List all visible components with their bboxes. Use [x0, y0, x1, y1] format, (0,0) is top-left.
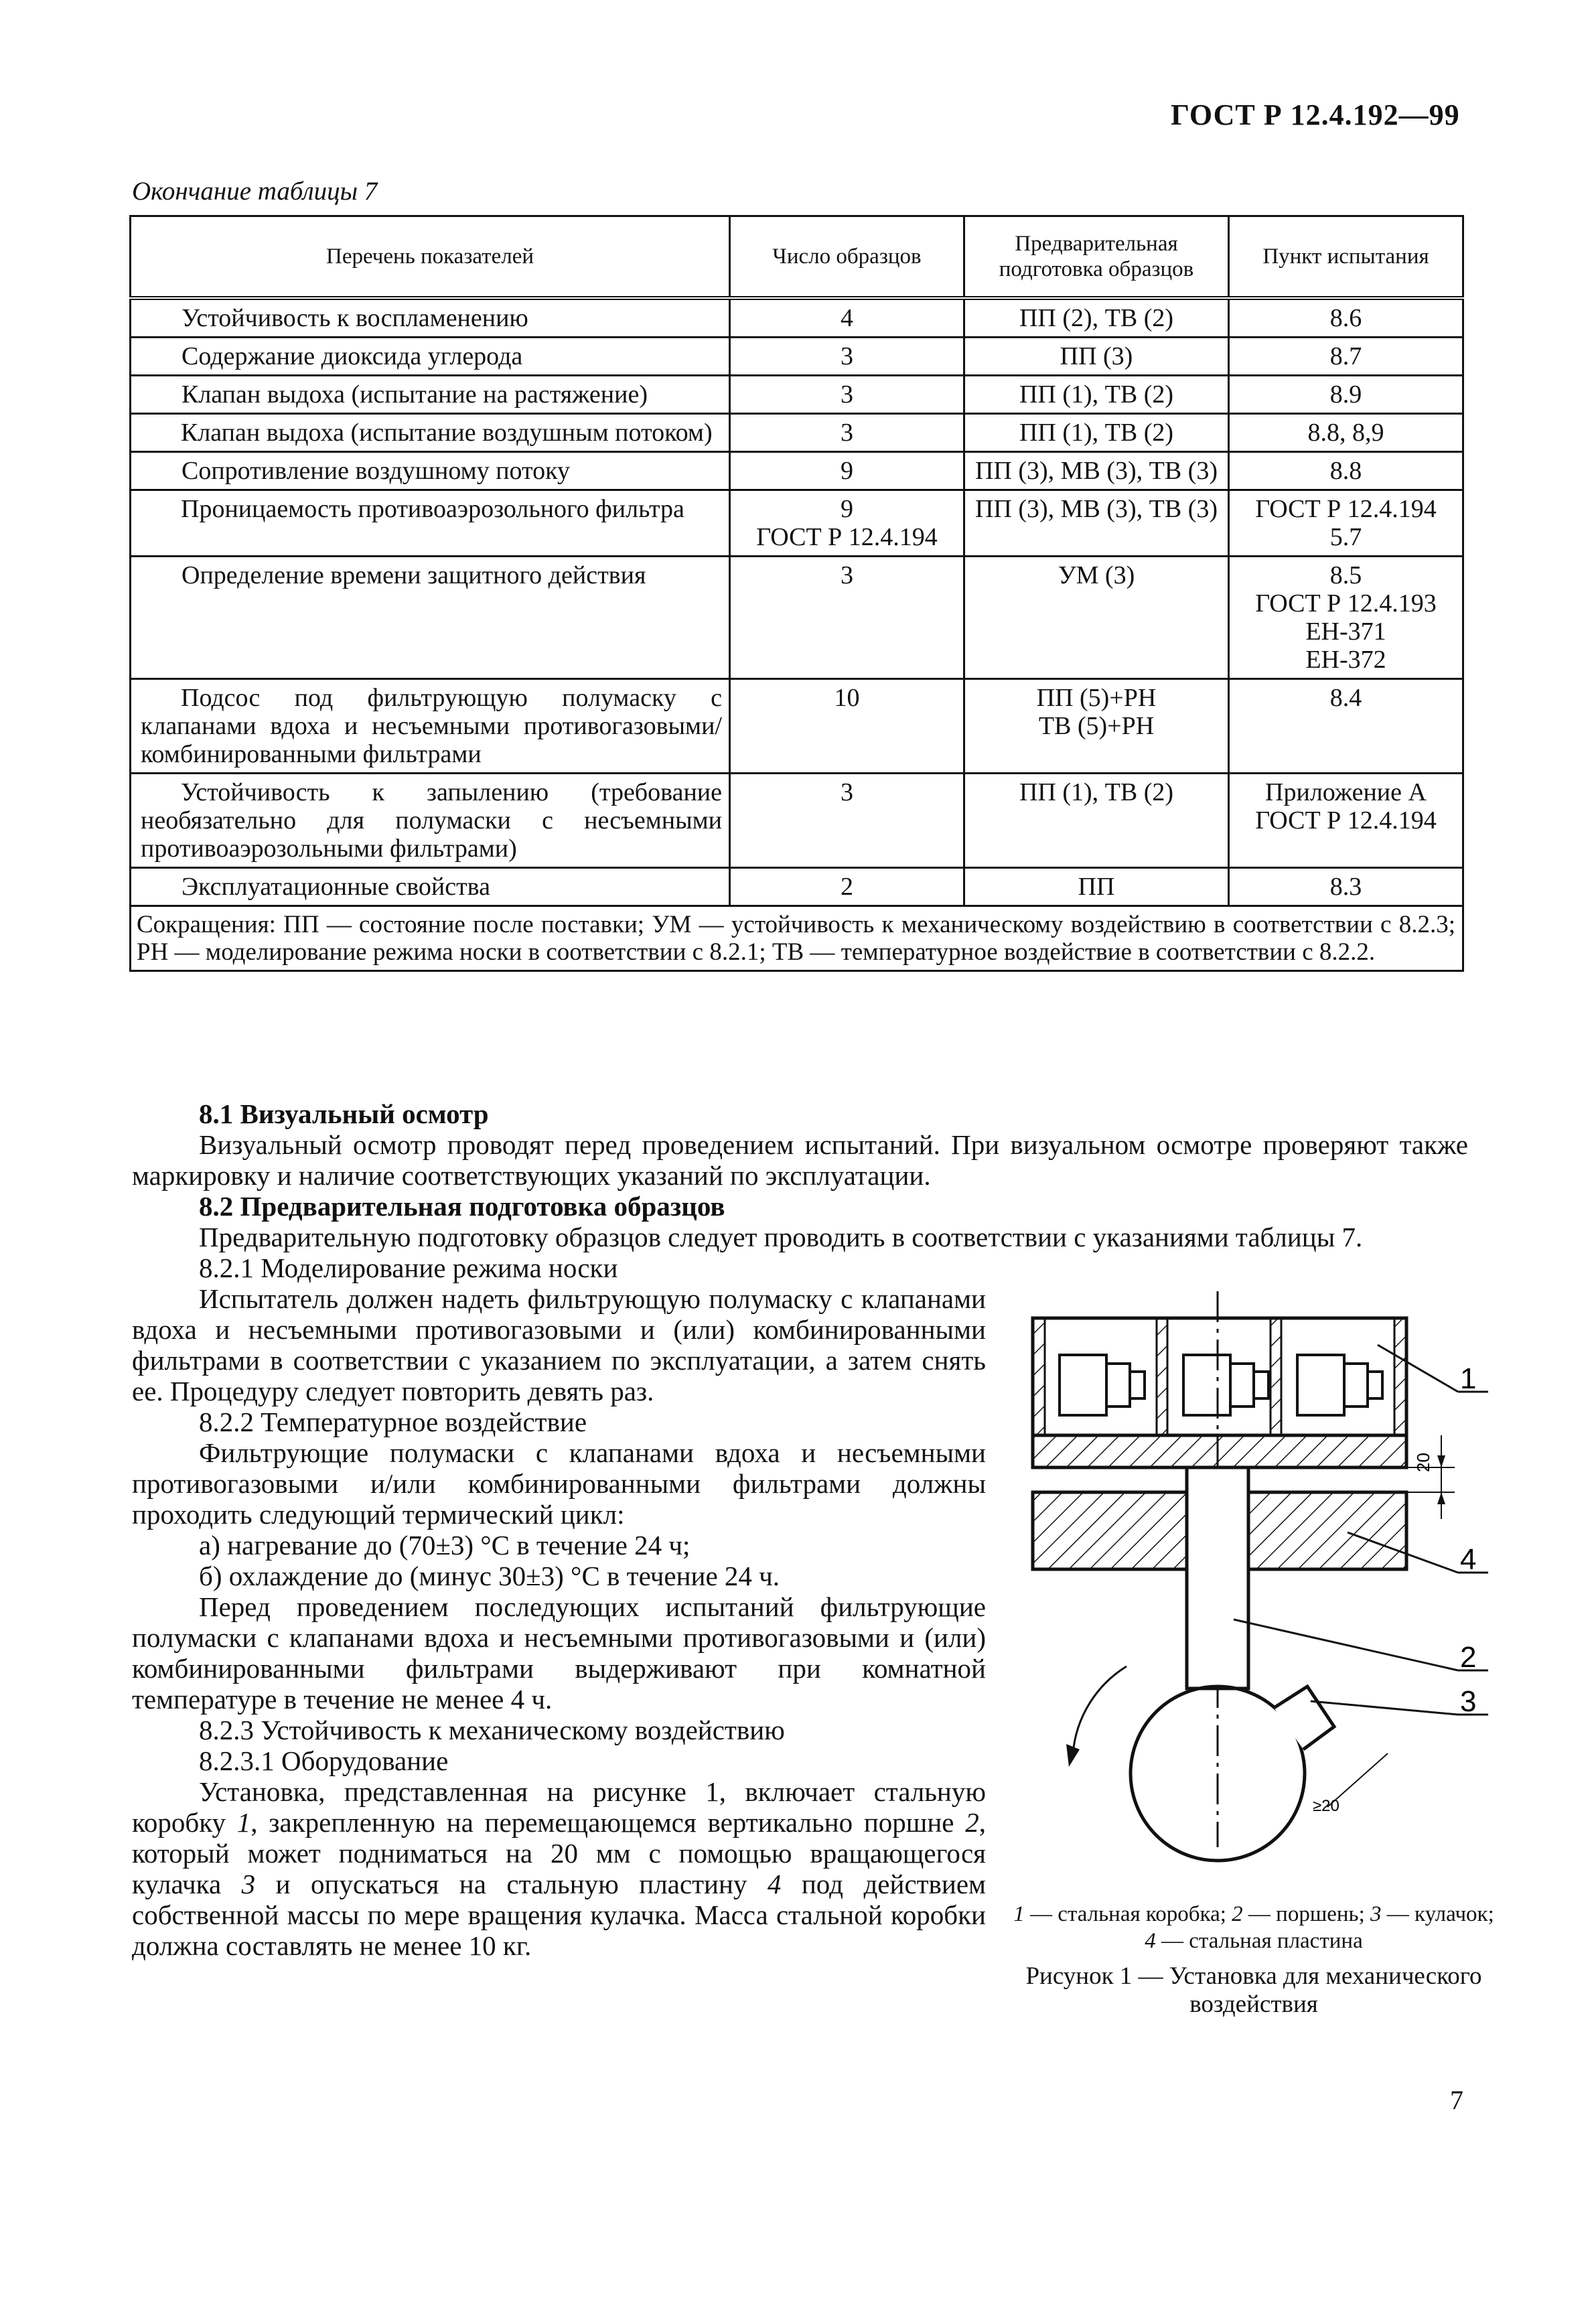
cell-count: 3 [730, 774, 964, 868]
table-header-row [131, 216, 1463, 299]
cell-indicator: Сопротивление воздушному потоку [131, 452, 730, 490]
cell-count: 4 [730, 298, 964, 338]
label-4: 4 [1460, 1543, 1477, 1576]
table-row [131, 868, 1463, 906]
cell-prep: ПП (3), МВ (3), ТВ (3) [964, 490, 1229, 557]
cell-clause: 8.8 [1229, 452, 1463, 490]
figure-1-title: Рисунок 1 — Установка для механического воздействия [1025, 1962, 1482, 2018]
cell-count: 9 ГОСТ Р 12.4.194 [730, 490, 964, 557]
label-2: 2 [1460, 1641, 1477, 1674]
col-header-count: Число образцов [730, 216, 964, 299]
heading-8-2: 8.2 Предварительная подготовка образцов [199, 1191, 725, 1222]
cell-count: 9 [730, 452, 964, 490]
table-row [131, 557, 1463, 679]
table-continuation-label: Окончание таблицы 7 [132, 177, 378, 206]
cell-clause: ГОСТ Р 12.4.194 5.7 [1229, 490, 1463, 557]
cell-clause: 8.3 [1229, 868, 1463, 906]
cell-indicator: Проницаемость противоаэрозольного фильтра [131, 490, 730, 557]
figure-1-apparatus [1013, 1291, 1495, 1894]
cell-indicator: Устойчивость к запылению (требование необязательно для полумаски с несъемными противоаэрозольными фильтрами) [131, 774, 730, 868]
cell-indicator: Подсос под фильтрующую полумаску с клапанами вдоха и несъемными противогазовыми/комбинированными фильтрами [131, 679, 730, 774]
cell-prep: ПП (5)+РН ТВ (5)+РН [964, 679, 1229, 774]
cell-count: 3 [730, 338, 964, 376]
heading-8-2-1: 8.2.1 Моделирование режима носки [199, 1252, 618, 1283]
paragraph-8-2-2-b: Перед проведением последующих испытаний фильтрующие полумаски с клапанами вдоха и несъемными противогазовыми и (или) комбинированными фильтрами выдерживают при комнатной температуре в течение не менее 4 ч. [132, 1591, 986, 1715]
cell-clause: 8.8, 8,9 [1229, 414, 1463, 452]
steel-box [1033, 1318, 1406, 1467]
cell-count: 2 [730, 868, 964, 906]
heading-8-2-3-1: 8.2.3.1 Оборудование [199, 1745, 449, 1776]
cell-clause: 8.7 [1229, 338, 1463, 376]
table-row [131, 376, 1463, 414]
cell-prep: ПП [964, 868, 1229, 906]
cell-prep: ПП (1), ТВ (2) [964, 376, 1229, 414]
cell-indicator: Устойчивость к воспламенению [131, 298, 730, 338]
cell-prep: УМ (3) [964, 557, 1229, 679]
cell-prep: ПП (1), ТВ (2) [964, 414, 1229, 452]
cell-clause: Приложение А ГОСТ Р 12.4.194 [1229, 774, 1463, 868]
heading-8-2-2: 8.2.2 Температурное воздействие [199, 1406, 587, 1437]
cell-indicator: Содержание диоксида углерода [131, 338, 730, 376]
dimension-ge20: ≥20 [1313, 1797, 1339, 1815]
label-1: 1 [1460, 1362, 1477, 1395]
cell-indicator: Определение времени защитного действия [131, 557, 730, 679]
table-row [131, 452, 1463, 490]
cell-clause: 8.5 ГОСТ Р 12.4.193 ЕН-371 ЕН-372 [1229, 557, 1463, 679]
item-a: а) нагревание до (70±3) °С в течение 24 ч; [199, 1530, 691, 1561]
cell-prep: ПП (3), МВ (3), ТВ (3) [964, 452, 1229, 490]
table-row [131, 679, 1463, 774]
figure-1-legend: 1 — стальная коробка; 2 — поршень; 3 — кулачок; 4 — стальная пластина [1013, 1902, 1494, 1953]
cell-count: 10 [730, 679, 964, 774]
table-7 [129, 215, 1464, 972]
dimension-20: 20 [1413, 1453, 1433, 1472]
cell-indicator: Клапан выдоха (испытание на растяжение) [131, 376, 730, 414]
table-row [131, 414, 1463, 452]
table-row [131, 490, 1463, 557]
left-column-text [132, 1283, 986, 1961]
cell-indicator: Эксплуатационные свойства [131, 868, 730, 906]
cell-prep: ПП (2), ТВ (2) [964, 298, 1229, 338]
col-header-clause: Пункт испытания [1229, 216, 1463, 299]
col-header-indicator: Перечень показателей [131, 216, 730, 299]
cell-count: 3 [730, 376, 964, 414]
paragraph-8-1: Визуальный осмотр проводят перед проведением испытаний. При визуальном осмотре проверяют также маркировку и наличие соответствующих указаний по эксплуатации. [132, 1129, 1468, 1191]
rotation-arrow [1073, 1666, 1127, 1753]
cell-indicator: Клапан выдоха (испытание воздушным потоком) [131, 414, 730, 452]
cell-clause: 8.9 [1229, 376, 1463, 414]
paragraph-8-2: Предварительную подготовку образцов следует проводить в соответствии с указаниями таблицы 7. [199, 1222, 1363, 1252]
col-header-prep: Предварительная подготовка образцов [964, 216, 1229, 299]
paragraph-8-2-3-1: Установка, представленная на рисунке 1, включает стальную коробку 1, закрепленную на перемещающемся вертикально поршне 2, который может подниматься на 20 мм с помощью вращающегося кулачка 3 и опускаться на стальную пластину 4 под действием собственной массы по мере вращения кулачка. Масса стальной коробки должна составлять не менее 10 кг. [132, 1776, 986, 1961]
cell-clause: 8.6 [1229, 298, 1463, 338]
table-note: Сокращения: ПП — состояние после поставки; УМ — устойчивость к механическому воздействию в соответствии с 8.2.3; РН — моделирование режима носки в соответствии с 8.2.1; ТВ — температурное воздействие в соответствии с 8.2.2. [131, 906, 1463, 971]
table-row [131, 338, 1463, 376]
cell-clause: 8.4 [1229, 679, 1463, 774]
section-8-1-2 [132, 1098, 1468, 1283]
cell-prep: ПП (3) [964, 338, 1229, 376]
cam [1131, 1686, 1334, 1861]
cell-count: 3 [730, 414, 964, 452]
piston [1187, 1467, 1248, 1688]
table-note-row [131, 906, 1463, 971]
cell-count: 3 [730, 557, 964, 679]
label-3: 3 [1460, 1685, 1477, 1718]
heading-8-1: 8.1 Визуальный осмотр [199, 1098, 489, 1129]
page-number: 7 [1450, 2085, 1463, 2115]
table-row [131, 298, 1463, 338]
table-row [131, 774, 1463, 868]
paragraph-8-2-2: Фильтрующие полумаски с клапанами вдоха и несъемными противогазовыми и/или комбинированными фильтрами должны проходить следующий термический цикл: [132, 1437, 986, 1530]
item-b: б) охлаждение до (минус 30±3) °С в течение 24 ч. [199, 1561, 780, 1591]
document-header: ГОСТ Р 12.4.192—99 [1171, 98, 1460, 131]
heading-8-2-3: 8.2.3 Устойчивость к механическому воздействию [199, 1715, 785, 1745]
paragraph-8-2-1: Испытатель должен надеть фильтрующую полумаску с клапанами вдоха и несъемными противогазовыми и (или) комбинированными фильтрами в соответствии с указанием по эксплуатации, а затем снять ее. Процедуру следует повторить девять раз. [132, 1283, 986, 1406]
cell-prep: ПП (1), ТВ (2) [964, 774, 1229, 868]
